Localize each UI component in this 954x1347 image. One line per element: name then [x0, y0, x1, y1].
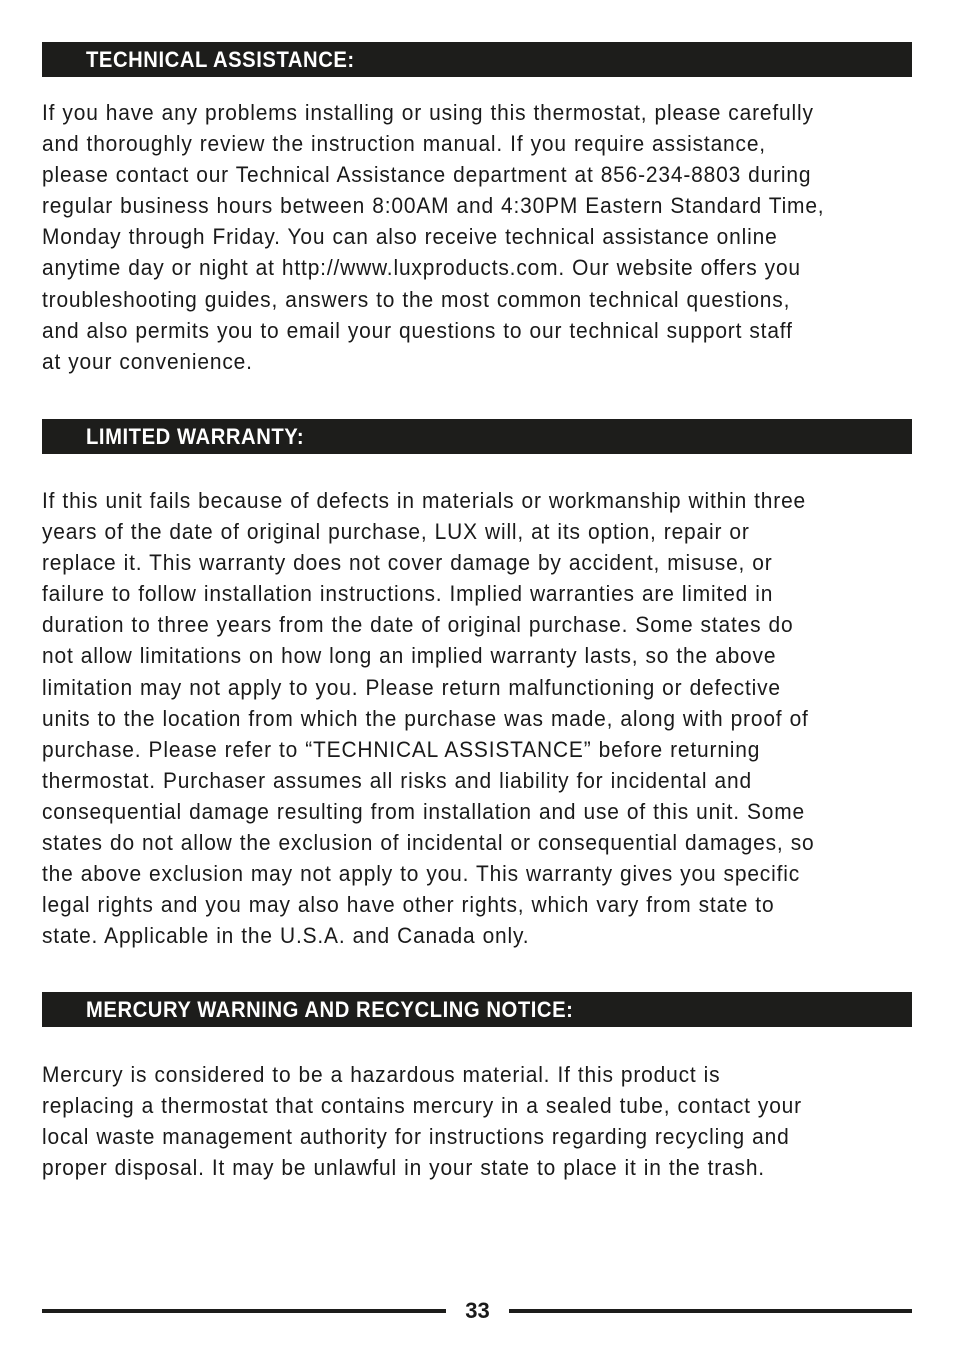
mercury-warning-text: Mercury is considered to be a hazardous material. If this product is replacing a thermostat that contains mercury in a sealed tube, contact your local waste management authority for instructions regarding recycling and proper disposal. It may be unlawful in your state to place it in the trash. — [42, 1062, 802, 1181]
section-heading-mercury-warning — [42, 992, 912, 1027]
section-heading-label: MERCURY WARNING AND RECYCLING NOTICE: — [86, 996, 574, 1022]
page-number: 33 — [465, 1298, 490, 1323]
section-heading-label: LIMITED WARRANTY: — [86, 423, 305, 449]
technical-assistance-text: If you have any problems installing or using this thermostat, please carefully and thoroughly review the instruction manual. If you require assistance, please contact our Technical Assistance department at 856-234-8803 during regular business hours between 8:00AM and 4:30PM Eastern Standard Time, Monday through Friday. You can also receive technical assistance online anytime day or night at http://www.luxproducts.com. Our website offers you troubleshooting guides, answers to the most common technical questions, and also permits you to email your questions to our technical support staff at your convenience. — [42, 100, 825, 374]
section-heading-label: TECHNICAL ASSISTANCE: — [86, 46, 355, 72]
footer-rule-left — [42, 1309, 446, 1313]
limited-warranty-text: If this unit fails because of defects in materials or workmanship within three years of the date of original purchase, LUX will, at its option, repair or replace it. This warranty does not cover damage by accident, misuse, or failure to follow installation instructions. Implied warranties are limited in duration to three years from the date of original purchase. Some states do not allow limitations on how long an implied warranty lasts, so the above limitation may not apply to you. Please return malfunctioning or defective units to the location from which the purchase was made, along with proof of purchase. Please refer to “TECHNICAL ASSISTANCE” before returning thermostat. Purchaser assumes all risks and liability for incidental and consequential damage resulting from installation and use of this unit. Some states do not allow the exclusion of incidental or consequential damages, so the above exclusion may not apply to you. This warranty gives you specific legal rights and you may also have other rights, which vary from state to state. Applicable in the U.S.A. and Canada only. — [42, 488, 815, 949]
section-heading-technical-assistance — [42, 42, 912, 77]
footer-rule-right — [509, 1309, 912, 1313]
section-heading-limited-warranty — [42, 419, 912, 454]
